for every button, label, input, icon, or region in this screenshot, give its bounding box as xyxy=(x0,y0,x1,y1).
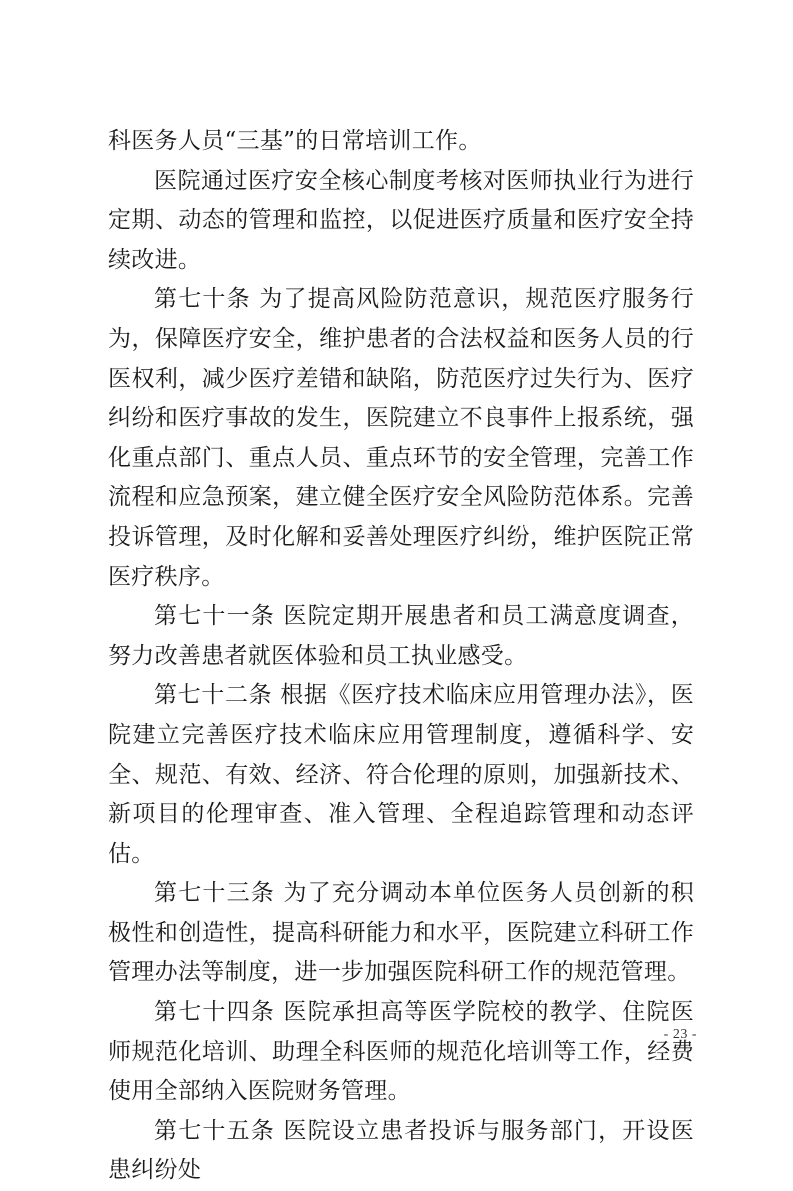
article-73: 第七十三条 为了充分调动本单位医务人员创新的积极性和创造性，提高科研能力和水平，医院建立科研工作管理办法等制度，进一步加强医院科研工作的规范管理。 xyxy=(108,880,694,986)
article-74: 第七十四条 医院承担高等医学院校的教学、住院医师规范化培训、助理全科医师的规范化培训等工作，经费使用全部纳入医院财务管理。 xyxy=(108,999,694,1105)
article-71: 第七十一条 医院定期开展患者和员工满意度调查，努力改善患者就医体验和员工执业感受。 xyxy=(108,603,694,669)
body-text xyxy=(108,122,694,1191)
article-75: 第七十五条 医院设立患者投诉与服务部门，开设医患纠纷处 xyxy=(108,1117,694,1184)
article-70: 第七十条 为了提高风险防范意识，规范医疗服务行为，保障医疗安全，维护患者的合法权益和医务人员的行医权利，减少医疗差错和缺陷，防范医疗过失行为、医疗纠纷和医疗事故的发生，医院建立不良事件上报系统，强化重点部门、重点人员、重点环节的安全管理，完善工作流程和应急预案，建立健全医疗安全风险防范体系。完善投诉管理，及时化解和妥善处理医疗纠纷，维护医院正常医疗秩序。 xyxy=(108,286,694,590)
page-number: - 23 - xyxy=(663,1027,697,1042)
article-72: 第七十二条 根据《医疗技术临床应用管理办法》，医院建立完善医疗技术临床应用管理制度，遵循科学、安全、规范、有效、经济、符合伦理的原则，加强新技术、新项目的伦理审查、准入管理、全程追踪管理和动态评估。 xyxy=(108,682,694,867)
paragraph-continuation: 科医务人员“三基”的日常培训工作。 xyxy=(108,128,482,154)
paragraph-quality-monitoring: 医院通过医疗安全核心制度考核对医师执业行为进行定期、动态的管理和监控，以促进医疗质量和医疗安全持续改进。 xyxy=(108,167,694,273)
